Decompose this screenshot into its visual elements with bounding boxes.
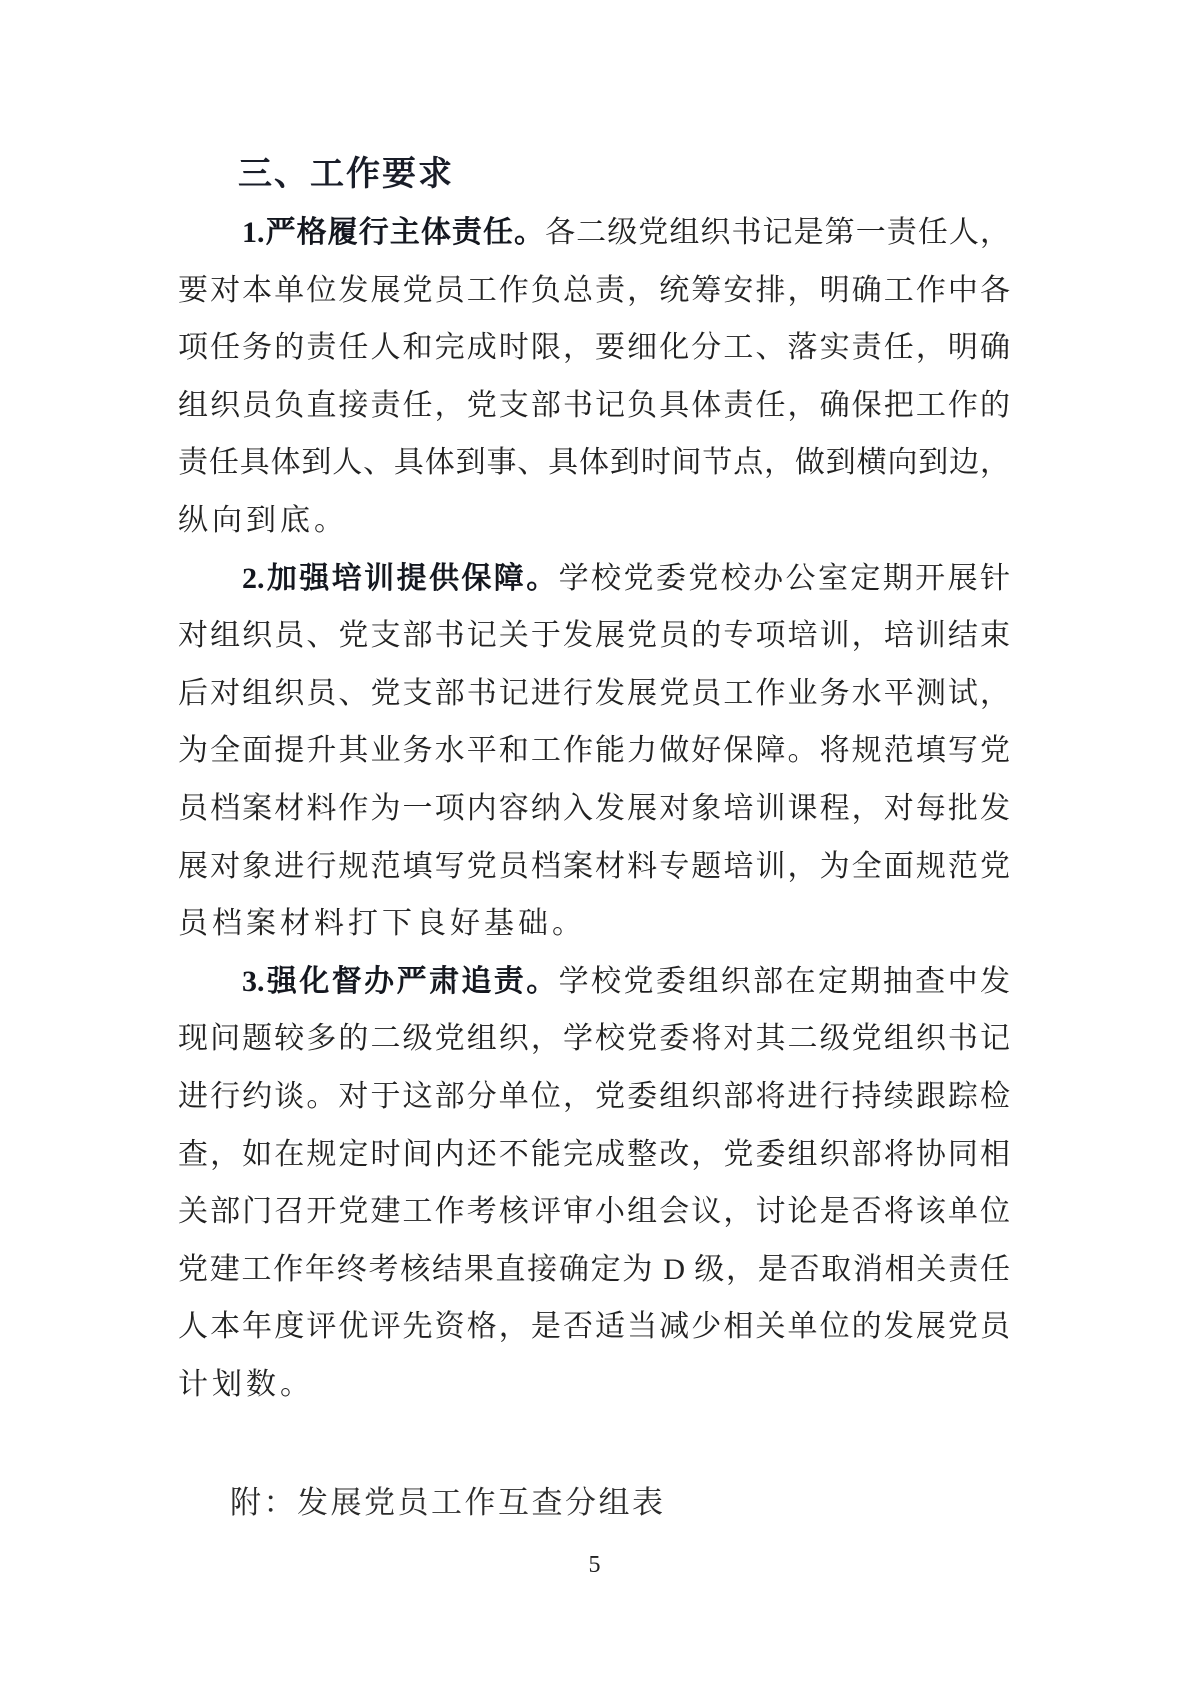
line-text: 计划数。 [178, 1367, 314, 1401]
text-line [178, 1183, 1010, 1241]
line-text: 要对本单位发展党员工作负总责，统筹安排，明确工作中各 [178, 273, 1010, 307]
text-line [178, 895, 1010, 953]
line-text: 学校党委党校办公室定期开展针 [558, 561, 1010, 595]
line-text: 为全面提升其业务水平和工作能力做好保障。将规范填写党 [178, 734, 1010, 768]
page-number: 5 [588, 1552, 601, 1578]
text-line [178, 1010, 1010, 1068]
text-line [178, 722, 1010, 780]
text-line [178, 1298, 1010, 1356]
line-text: 纵向到底。 [178, 503, 348, 537]
line-text: 责任具体到人、具体到事、具体到时间节点，做到横向到边， [178, 446, 1010, 480]
text-line [178, 319, 1010, 377]
line-text: 人本年度评优评先资格，是否适当减少相关单位的发展党员 [178, 1310, 1010, 1344]
document-content [178, 146, 1010, 1527]
text-line [178, 204, 1010, 262]
line-text: 员档案材料作为一项内容纳入发展对象培训课程，对每批发 [178, 791, 1010, 825]
page-footer [0, 1552, 1189, 1579]
text-line [178, 1068, 1010, 1126]
text-line [178, 262, 1010, 320]
attachment-reference-line: 附：发展党员工作互查分组表 [230, 1485, 666, 1521]
text-line [178, 1241, 1010, 1299]
line-text: 后对组织员、党支部书记进行发展党员工作业务水平测试， [178, 676, 1010, 710]
text-line [178, 1126, 1010, 1184]
text-line [178, 434, 1010, 492]
text-line [178, 838, 1010, 896]
line-text: 员档案材料打下良好基础。 [178, 907, 586, 941]
body-text-block [178, 204, 1010, 1413]
line-text: 查，如在规定时间内还不能完成整改，党委组织部将协同相 [178, 1137, 1010, 1171]
line-text: 项任务的责任人和完成时限，要细化分工、落实责任，明确 [178, 331, 1010, 365]
text-line [178, 953, 1010, 1011]
line-text: 组织员负直接责任，党支部书记负具体责任，确保把工作的 [178, 388, 1010, 422]
section-heading: 三、工作要求 [238, 156, 454, 193]
line-text: 进行约谈。对于这部分单位，党委组织部将进行持续跟踪检 [178, 1079, 1010, 1113]
line-text: 学校党委组织部在定期抽查中发 [558, 964, 1010, 998]
text-line [178, 550, 1010, 608]
text-line [178, 492, 1010, 550]
bold-lead-in: 1.严格履行主体责任。 [242, 216, 546, 249]
line-text: 党建工作年终考核结果直接确定为 D 级，是否取消相关责任 [178, 1252, 1010, 1286]
text-line [178, 665, 1010, 723]
line-text: 关部门召开党建工作考核评审小组会议，讨论是否将该单位 [178, 1195, 1010, 1229]
line-text: 各二级党组织书记是第一责任人， [545, 216, 1010, 249]
line-text: 对组织员、党支部书记关于发展党员的专项培训，培训结束 [178, 619, 1010, 653]
text-line [178, 607, 1010, 665]
text-line [178, 1356, 1010, 1414]
text-line [178, 780, 1010, 838]
bold-lead-in: 3.强化督办严肃追责。 [242, 964, 559, 998]
line-text: 现问题较多的二级党组织，学校党委将对其二级党组织书记 [178, 1022, 1010, 1056]
text-line [178, 377, 1010, 435]
bold-lead-in: 2.加强培训提供保障。 [242, 561, 559, 595]
line-text: 展对象进行规范填写党员档案材料专题培训，为全面规范党 [178, 849, 1010, 883]
